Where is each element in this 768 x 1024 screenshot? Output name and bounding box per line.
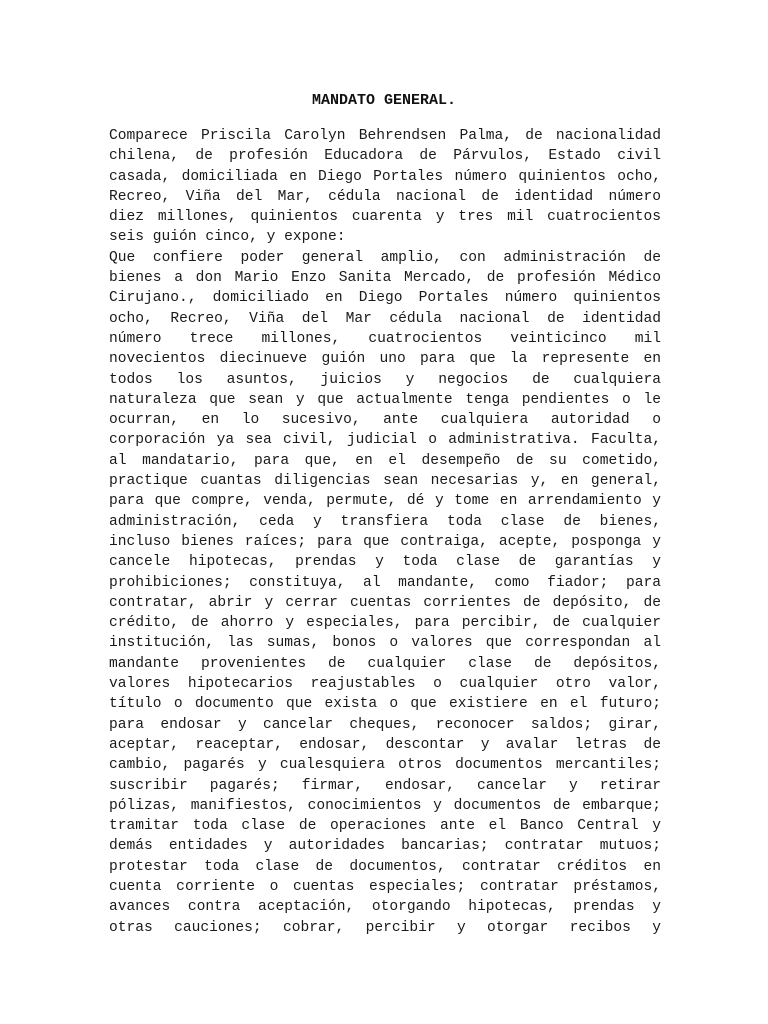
text-line: seis guión cinco, y expone: bbox=[109, 229, 346, 246]
document-title: MANDATO GENERAL. bbox=[311, 92, 457, 109]
text-line: corporación ya sea civil, judicial o administrativa. Faculta, bbox=[109, 432, 661, 449]
text-line: diez millones, quinientos cuarenta y tres mil cuatrocientos bbox=[109, 209, 661, 226]
text-line: tramitar toda clase de operaciones ante el Banco Central y bbox=[109, 818, 661, 835]
text-line: Recreo, Viña del Mar, cédula nacional de identidad número bbox=[109, 188, 661, 205]
text-line: cambio, pagarés y cualesquiera otros documentos mercantiles; bbox=[109, 757, 661, 774]
text-line: para endosar y cancelar cheques, reconocer saldos; girar, bbox=[109, 716, 661, 733]
text-line: todos los asuntos, juicios y negocios de cualquiera bbox=[109, 371, 661, 388]
text-line: número trece millones, cuatrocientos veinticinco mil bbox=[109, 330, 661, 347]
text-line: naturaleza que sean y que actualmente tenga pendientes o le bbox=[109, 391, 661, 408]
text-line: casada, domiciliada en Diego Portales número quinientos ocho, bbox=[109, 168, 661, 185]
text-line: bienes a don Mario Enzo Sanita Mercado, de profesión Médico bbox=[109, 270, 661, 287]
text-line: otras cauciones; cobrar, percibir y otorgar recibos y bbox=[109, 919, 661, 936]
text-line: practique cuantas diligencias sean necesarias y, en general, bbox=[109, 473, 661, 490]
text-line: valores hipotecarios reajustables o cualquier otro valor, bbox=[109, 676, 661, 693]
text-line: ocho, Recreo, Viña del Mar cédula nacional de identidad bbox=[109, 310, 661, 327]
text-line: protestar toda clase de documentos, contratar créditos en bbox=[109, 858, 661, 875]
text-line: administración, ceda y transfiera toda clase de bienes, bbox=[109, 513, 661, 530]
text-line: aceptar, reaceptar, endosar, descontar y avalar letras de bbox=[109, 736, 661, 753]
text-line: ocurran, en lo sucesivo, ante cualquiera autoridad o bbox=[109, 412, 661, 429]
text-line: crédito, de ahorro y especiales, para percibir, de cualquier bbox=[109, 615, 661, 632]
text-line: título o documento que exista o que existiere en el futuro; bbox=[109, 696, 661, 713]
text-line: novecientos diecinueve guión uno para que la represente en bbox=[109, 351, 661, 368]
text-line: institución, las sumas, bonos o valores que correspondan al bbox=[109, 635, 661, 652]
text-line: suscribir pagarés; firmar, endosar, cancelar y retirar bbox=[109, 777, 661, 794]
text-line: pólizas, manifiestos, conocimientos y documentos de embarque; bbox=[109, 797, 661, 814]
text-line: para que compre, venda, permute, dé y tome en arrendamiento y bbox=[109, 493, 661, 510]
document-body bbox=[109, 126, 661, 938]
text-line: contratar, abrir y cerrar cuentas corrientes de depósito, de bbox=[109, 594, 661, 611]
text-line: cuenta corriente o cuentas especiales; contratar préstamos, bbox=[109, 878, 661, 895]
text-line: avances contra aceptación, otorgando hipotecas, prendas y bbox=[109, 899, 661, 916]
text-line: Comparece Priscila Carolyn Behrendsen Palma, de nacionalidad bbox=[109, 128, 661, 144]
text-line: Cirujano., domiciliado en Diego Portales número quinientos bbox=[109, 290, 661, 307]
paragraph-comparecencia bbox=[109, 126, 661, 248]
text-line: mandante provenientes de cualquier clase de depósitos, bbox=[109, 655, 661, 672]
text-line: prohibiciones; constituya, al mandante, como fiador; para bbox=[109, 574, 661, 591]
text-line: chilena, de profesión Educadora de Párvulos, Estado civil bbox=[109, 148, 661, 165]
paragraph-poder bbox=[109, 248, 661, 938]
text-line: demás entidades y autoridades bancarias; contratar mutuos; bbox=[109, 838, 661, 855]
text-line: cancele hipotecas, prendas y toda clase de garantías y bbox=[109, 554, 661, 571]
text-line: incluso bienes raíces; para que contraiga, acepte, posponga y bbox=[109, 533, 661, 550]
text-line: al mandatario, para que, en el desempeño de su cometido, bbox=[109, 452, 661, 469]
text-line: Que confiere poder general amplio, con administración de bbox=[109, 249, 661, 266]
